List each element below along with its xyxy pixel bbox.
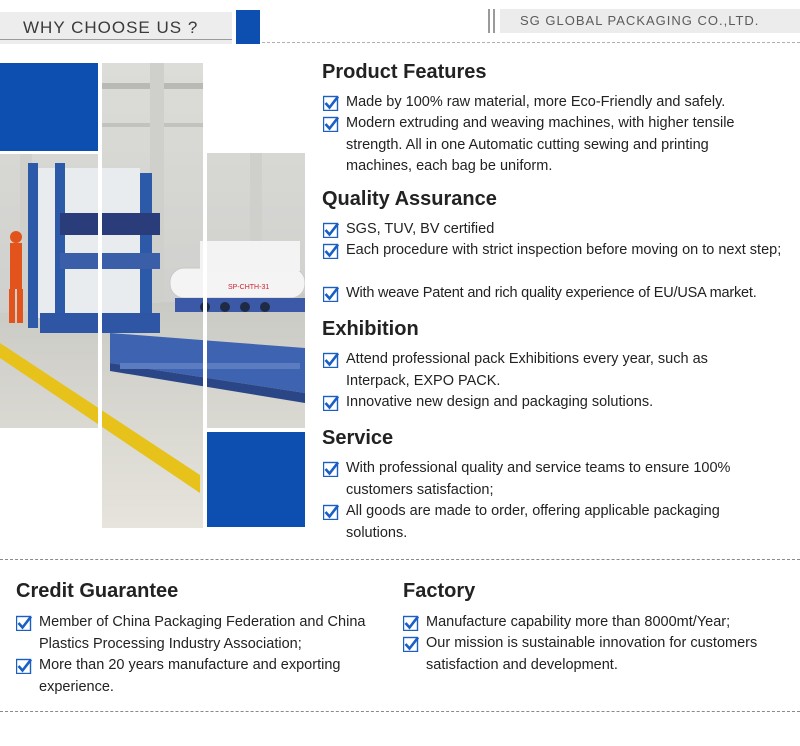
list-item-text: With professional quality and service teams to ensure 100% customers satisfaction; [346, 460, 731, 498]
list-item [323, 458, 763, 501]
list-item [403, 633, 795, 676]
product-features-title: Product Features [322, 61, 487, 83]
list-item-text: SGS, TUV, BV certified [346, 221, 495, 237]
checkbox-checked-icon [323, 352, 339, 368]
divider [0, 559, 800, 560]
list-item [323, 349, 763, 392]
checkbox-checked-icon [403, 636, 419, 652]
exhibition-title: Exhibition [322, 318, 419, 340]
section-title: WHY CHOOSE US ? [23, 18, 199, 37]
list-item [323, 240, 793, 262]
factory-photo-strip-right [207, 153, 305, 428]
list-item-text: Each procedure with strict inspection before moving on to next step; [346, 242, 782, 258]
list-item-text: More than 20 years manufacture and exporting experience. [39, 657, 341, 695]
list-item [323, 219, 793, 241]
divider [0, 711, 800, 712]
checkbox-checked-icon [323, 395, 339, 411]
checkbox-checked-icon [16, 615, 32, 631]
credit-guarantee-title: Credit Guarantee [16, 580, 179, 602]
checkbox-checked-icon [403, 615, 419, 631]
factory-title: Factory [403, 580, 476, 602]
checkbox-checked-icon [323, 286, 339, 302]
header-accent-block [236, 10, 260, 44]
list-item [403, 612, 795, 634]
blue-block-bottom-right [207, 432, 305, 527]
header-bars-decoration [488, 9, 498, 33]
list-item [323, 113, 778, 178]
factory-image-panel [0, 63, 305, 528]
list-item-text: Member of China Packaging Federation and China Plastics Processing Industry Association; [39, 614, 366, 652]
checkbox-checked-icon [323, 504, 339, 520]
blue-block-top-left [0, 63, 98, 151]
list-item-text: All goods are made to order, offering applicable packaging solutions. [346, 503, 720, 541]
checkbox-checked-icon [323, 116, 339, 132]
factory-photo-strip-middle [102, 63, 203, 528]
quality-assurance-title: Quality Assurance [322, 188, 497, 210]
header-dashed-line [262, 42, 800, 43]
service-title: Service [322, 427, 394, 449]
list-item [16, 655, 396, 698]
header-underline [0, 39, 232, 40]
list-item [323, 92, 800, 114]
list-item-text: With weave Patent and rich quality experience of EU/USA market. [346, 285, 757, 301]
list-item [323, 283, 800, 305]
checkbox-checked-icon [323, 95, 339, 111]
list-item [323, 392, 763, 414]
list-item-text: Manufacture capability more than 8000mt/Year; [426, 614, 731, 630]
list-item-text: Modern extruding and weaving machines, with higher tensile strength. All in one Automatic cutting sewing and printing machines, each bag be uniform. [346, 115, 735, 174]
company-name: SG GLOBAL PACKAGING CO.,LTD. [520, 13, 760, 28]
list-item-text: Made by 100% raw material, more Eco-Friendly and safely. [346, 94, 726, 110]
list-item-text: Innovative new design and packaging solutions. [346, 394, 654, 410]
factory-photo-strip-left [0, 154, 98, 428]
list-item [16, 612, 396, 655]
checkbox-checked-icon [323, 222, 339, 238]
list-item-text: Attend professional pack Exhibitions every year, such as Interpack, EXPO PACK. [346, 351, 708, 389]
list-item-text: Our mission is sustainable innovation for customers satisfaction and development. [426, 635, 758, 673]
factory-photo-icon [0, 154, 98, 428]
checkbox-checked-icon [323, 243, 339, 259]
checkbox-checked-icon [16, 658, 32, 674]
list-item [323, 501, 763, 544]
checkbox-checked-icon [323, 461, 339, 477]
